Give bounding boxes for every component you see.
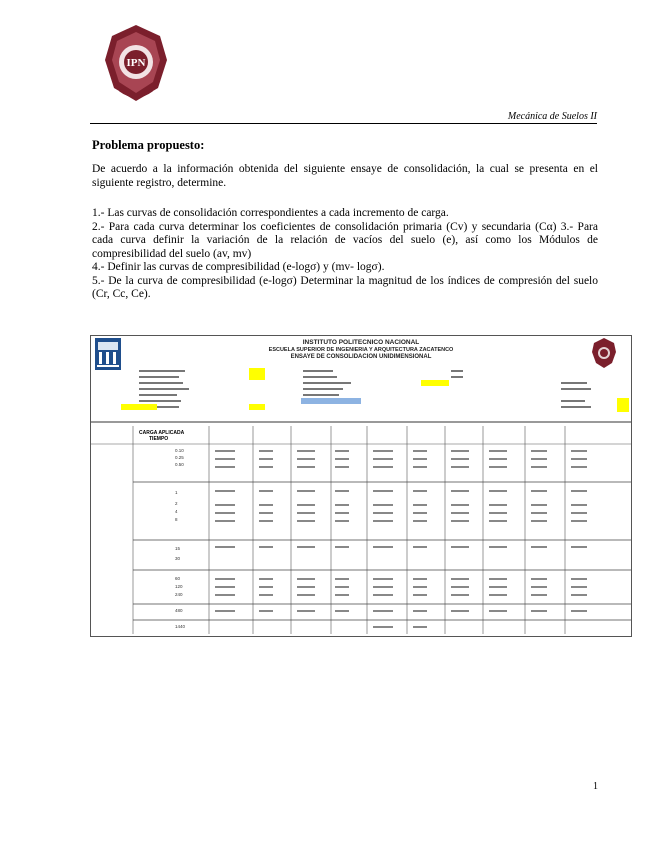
problem-title: Problema propuesto: bbox=[92, 138, 205, 152]
sheet-title-school: ESCUELA SUPERIOR DE INGENIERIA Y ARQUITECTURA ZACATENCO bbox=[268, 347, 454, 353]
problem-intro bbox=[92, 163, 598, 190]
time-label: 0.25 bbox=[175, 455, 184, 460]
consolidation-record-sheet bbox=[90, 335, 632, 637]
logo-text: IPN bbox=[126, 57, 146, 69]
header-divider bbox=[90, 123, 597, 124]
time-label: 1440 bbox=[175, 624, 186, 629]
time-label: 15 bbox=[175, 546, 181, 551]
col-header-load: CARGA APLICADA bbox=[139, 430, 185, 436]
col-header-time: TIEMPO bbox=[149, 436, 169, 442]
time-label: 240 bbox=[175, 592, 183, 597]
sheet-table bbox=[91, 364, 631, 634]
time-label: 0.50 bbox=[175, 462, 184, 467]
time-label: 480 bbox=[175, 608, 183, 613]
sheet-title-institute: INSTITUTO POLITECNICO NACIONAL bbox=[302, 339, 420, 346]
item-1: 1.- Las curvas de consolidación correspondientes a cada incremento de carga. bbox=[92, 207, 449, 219]
problem-items bbox=[92, 207, 598, 302]
time-label: 2 bbox=[175, 501, 178, 506]
page-number: 1 bbox=[593, 781, 598, 792]
item-4: 4.- Definir las curvas de compresibilidad (e-logσ) y (mv- logσ). bbox=[92, 261, 385, 273]
ipn-logo bbox=[100, 22, 172, 104]
time-label: 0.10 bbox=[175, 448, 184, 453]
time-label: 1 bbox=[175, 490, 178, 495]
time-label: 30 bbox=[175, 556, 181, 561]
course-name: Mecánica de Suelos II bbox=[507, 111, 597, 122]
sheet-title-test: ENSAYE DE CONSOLIDACION UNIDIMENSIONAL bbox=[290, 354, 432, 360]
item-5: 5.- De la curva de compresibilidad (e-logσ) Determinar la magnitud de los índices de compresión del suelo (Cr, Cc, Ce). bbox=[92, 274, 598, 300]
intro-paragraph: De acuerdo a la información obtenida del siguiente ensaye de consolidación, la cual se presenta en el siguiente registro, determine. bbox=[92, 163, 598, 189]
time-label: 4 bbox=[175, 509, 178, 514]
time-label: 120 bbox=[175, 584, 183, 589]
time-label: 60 bbox=[175, 576, 181, 581]
item-2: 2.- Para cada curva determinar los coeficientes de consolidación primaria (Cv) y secundaria (Cα) 3.- Para cada curva definir la variación de la relación de vacíos del suelo (e), así como los Módulos de compresibilidad del suelo (av, mv) bbox=[92, 220, 598, 260]
time-label: 8 bbox=[175, 517, 178, 522]
